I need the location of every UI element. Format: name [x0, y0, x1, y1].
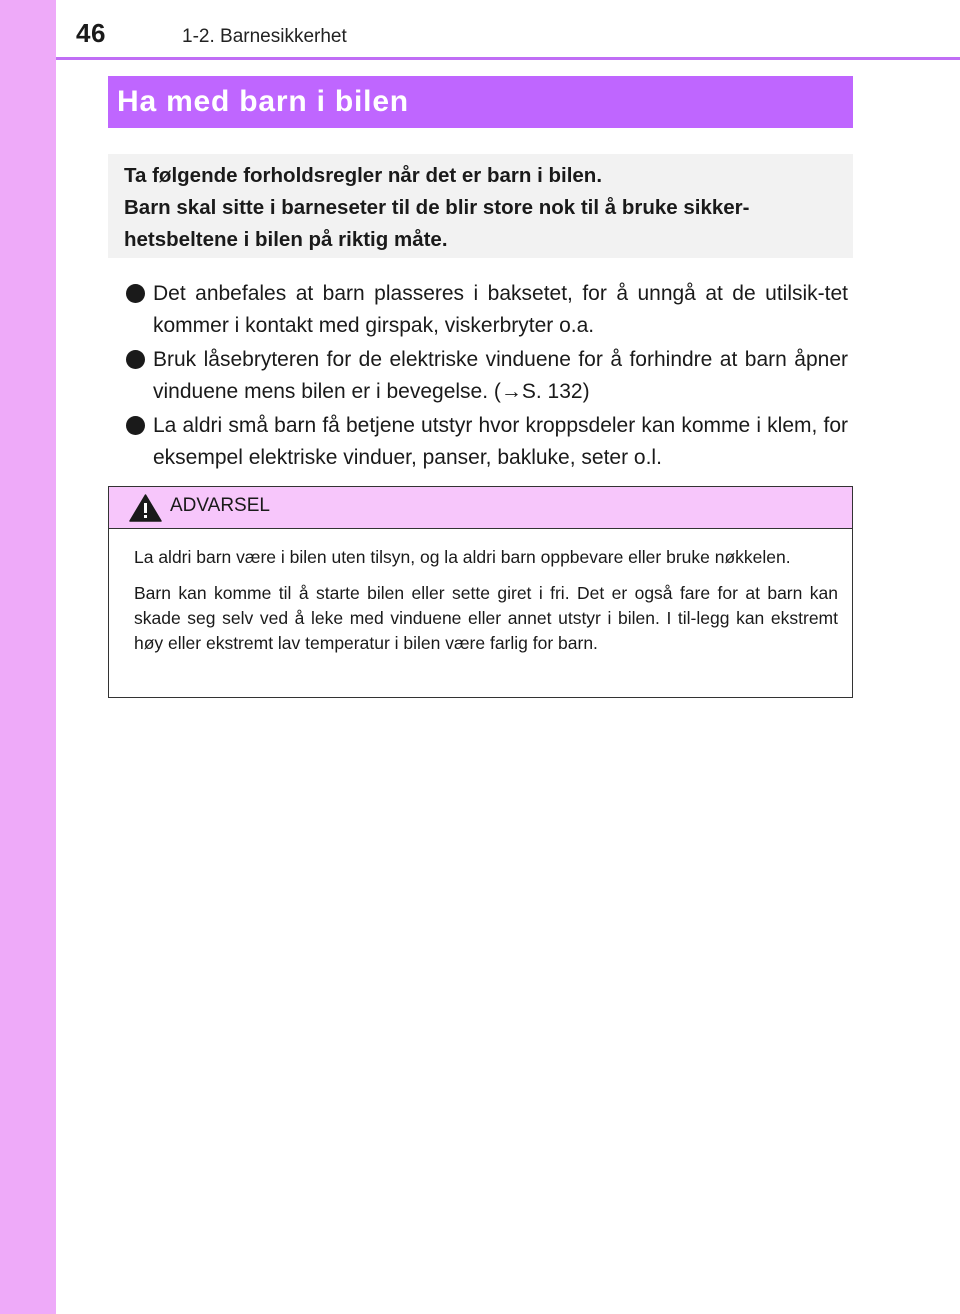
- page-number: 46: [76, 18, 106, 48]
- bullet-icon: [126, 416, 145, 435]
- list-item: [126, 278, 848, 342]
- warning-body: [109, 529, 852, 656]
- list-item: [126, 410, 848, 474]
- warning-box: [108, 486, 853, 698]
- bullet-text: Det anbefales at barn plasseres i baksetet, for å unngå at de utilsik-tet kommer i kontakt med girspak, viskerbryter o.a.: [153, 282, 848, 337]
- list-item: [126, 344, 848, 408]
- title-banner: [108, 76, 853, 128]
- bullet-icon: [126, 284, 145, 303]
- intro-line: Ta følgende forholdsregler når det er barn i bilen.: [124, 164, 603, 187]
- bullet-text: La aldri små barn få betjene utstyr hvor kroppsdeler kan komme i klem, for eksempel elektriske vinduer, panser, bakluke, seter o.l.: [153, 414, 848, 469]
- bullet-list: [126, 278, 848, 476]
- bullet-icon: [126, 350, 145, 369]
- warning-triangle-icon: [129, 494, 162, 522]
- page-title: Ha med barn i bilen: [117, 85, 409, 118]
- warning-header: [109, 487, 852, 529]
- intro-line: Barn skal sitte i barneseter til de blir store nok til å bruke sikker-hetsbeltene i bilen på riktig måte.: [124, 196, 750, 251]
- header-rule: [56, 57, 960, 60]
- bullet-text: Bruk låsebryteren for de elektriske vinduene for å forhindre at barn åpner vinduene mens bilen er i bevegelse. (→S. 132): [153, 348, 848, 403]
- warning-label: ADVARSEL: [170, 494, 270, 516]
- intro-box: [108, 154, 853, 258]
- section-label: 1-2. Barnesikkerhet: [182, 26, 347, 47]
- warning-paragraph: La aldri barn være i bilen uten tilsyn, og la aldri barn oppbevare eller bruke nøkkelen.: [134, 547, 791, 567]
- side-strip: [0, 0, 56, 1314]
- warning-paragraph: Barn kan komme til å starte bilen eller sette giret i fri. Det er også fare for at barn kan skade seg selv ved å leke med vinduene eller annet utstyr i bilen. I til-legg kan ekstremt høy eller ekstremt lav temperatur i bilen være farlig for barn.: [134, 583, 838, 653]
